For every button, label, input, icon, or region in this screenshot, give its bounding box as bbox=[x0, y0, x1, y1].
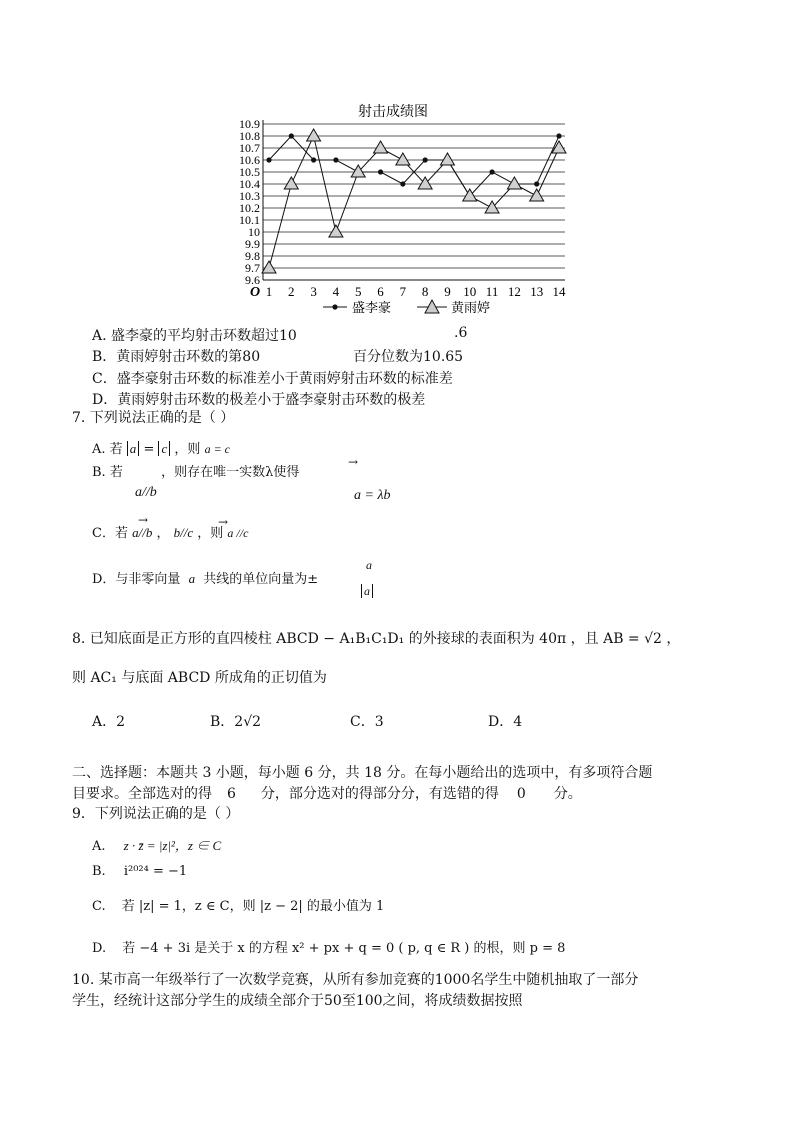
y-tick-label: 10.4 bbox=[239, 177, 260, 191]
section2-instructions-line2 bbox=[72, 783, 582, 803]
x-tick-label: 14 bbox=[552, 284, 566, 299]
q8-option-a: A．2 bbox=[92, 714, 126, 730]
q7-d-text2: 共线的单位向量为± bbox=[203, 572, 319, 587]
q7-c-ab: a//b bbox=[132, 525, 153, 540]
q7-c-prefix: C．若 bbox=[92, 526, 128, 541]
q6-option-d: D．黄雨婷射击环数的极差小于盛李豪射击环数的极差 bbox=[92, 392, 426, 408]
q8-line2: 则 AC₁ 与底面 ABCD 所成角的正切值为 bbox=[72, 670, 327, 686]
data-point-huangyuting bbox=[396, 153, 410, 165]
q6-option-b: B．黄雨婷射击环数的第80 bbox=[92, 349, 261, 365]
q7-d-fraction-num: a bbox=[366, 558, 372, 572]
q7-a-prefix: A. 若 bbox=[92, 442, 123, 457]
legend-label-shenglihao: 盛李豪 bbox=[352, 300, 392, 315]
data-point-shenglihao bbox=[311, 157, 316, 162]
q10-line2: 学生，经统计这部分学生的成绩全部介于50至100之间，将成绩数据按照 bbox=[72, 993, 523, 1009]
x-tick-label: 6 bbox=[377, 284, 384, 299]
section2-zero-score: 0 bbox=[516, 786, 526, 802]
q7-b-prefix: B. 若 bbox=[92, 465, 123, 480]
section2-line2-e: 分。 bbox=[553, 786, 582, 802]
q6-option-c: C．盛李豪射击环数的标准差小于黄雨婷射击环数的标准差 bbox=[92, 371, 453, 387]
q9-a-label: A. bbox=[92, 839, 106, 854]
x-axis-ticks bbox=[266, 284, 566, 299]
data-point-shenglihao bbox=[378, 169, 383, 174]
x-tick-label: 12 bbox=[507, 284, 521, 299]
q6-option-a-text: A. 盛李豪的平均射击环数超过10 bbox=[92, 328, 297, 344]
data-point-shenglihao bbox=[289, 133, 294, 138]
q9-option-a bbox=[92, 835, 221, 854]
q7-d-fraction-den bbox=[361, 584, 373, 599]
q9-b-label: B. bbox=[92, 864, 106, 879]
section2-full-score: 6 bbox=[226, 786, 236, 802]
y-tick-label: 10.5 bbox=[239, 165, 260, 179]
q9-a-expr: z · z̄ = |z|²，z ∈ C bbox=[123, 838, 222, 853]
q9-d-expr: 若 −4 + 3i 是关于 x 的方程 x² + px + q = 0 ( p, q ∈ R ) 的根，则 p = 8 bbox=[122, 941, 566, 956]
q9-d-label: D. bbox=[92, 941, 107, 956]
q7-c-result: a //c bbox=[227, 526, 249, 540]
q7-c-arrow-a: → bbox=[138, 513, 149, 527]
data-point-huangyuting bbox=[329, 225, 343, 237]
data-point-shenglihao bbox=[534, 181, 539, 186]
y-tick-label: 10.1 bbox=[239, 213, 260, 227]
y-tick-label: 10.3 bbox=[239, 189, 260, 203]
q9-c-expr: 若 |z| = 1，z ∈ C，则 |z − 2| 的最小值为 1 bbox=[121, 899, 385, 914]
q7-c-comma: ， bbox=[156, 526, 170, 541]
q8-line1: 8. 已知底面是正方形的直四棱柱 ABCD − A₁B₁C₁D₁ 的外接球的表面积为 40π ，且 AB = √2 ， bbox=[72, 631, 681, 647]
q7-b-text: ，则存在唯一实数λ使得 bbox=[161, 465, 300, 480]
section2-instructions-line1: 二、选择题：本题共 3 小题，每小题 6 分，共 18 分。在每小题给出的选项中，有多项符合题 bbox=[72, 765, 653, 781]
y-tick-label: 10.8 bbox=[239, 129, 260, 143]
q7-option-a bbox=[92, 438, 230, 457]
q7-a-result: a = c bbox=[204, 442, 230, 456]
data-point-shenglihao bbox=[400, 181, 405, 186]
q7-a-eq: = bbox=[143, 442, 155, 457]
y-tick-label: 9.6 bbox=[245, 273, 260, 287]
q10-line1: 10. 某市高一年级举行了一次数学竞赛，从所有参加竞赛的1000名学生中随机抽取了一部分 bbox=[72, 972, 639, 988]
q7-b-result: a = λb bbox=[354, 488, 391, 503]
data-point-huangyuting bbox=[507, 177, 521, 189]
q6-option-a bbox=[92, 325, 297, 345]
data-point-shenglihao bbox=[489, 169, 494, 174]
x-tick-label: 3 bbox=[310, 284, 317, 299]
x-tick-label: 9 bbox=[444, 284, 451, 299]
y-tick-label: 10.7 bbox=[239, 141, 260, 155]
q8-option-c: C．3 bbox=[350, 714, 384, 730]
x-tick-label: 13 bbox=[530, 284, 544, 299]
data-point-shenglihao bbox=[333, 157, 338, 162]
q7-c-bc: b//c bbox=[173, 525, 194, 540]
q7-d-text: D．与非零向量 bbox=[92, 572, 181, 587]
chart-title: 射击成绩图 bbox=[358, 105, 428, 120]
q7-stem: 7. 下列说法正确的是（ ） bbox=[72, 410, 235, 426]
y-tick-label: 10.9 bbox=[239, 117, 260, 131]
q7-option-b bbox=[92, 461, 299, 480]
x-tick-label: 8 bbox=[421, 284, 429, 299]
q8-option-b: B．2√2 bbox=[210, 714, 262, 730]
q9-c-label: C. bbox=[92, 899, 106, 914]
x-tick-label: 11 bbox=[485, 284, 499, 299]
x-tick-label: 1 bbox=[265, 284, 273, 299]
origin-label: O bbox=[250, 285, 261, 300]
q8-option-d: D．4 bbox=[488, 714, 523, 730]
series-line-huangyuting bbox=[269, 136, 559, 268]
data-point-huangyuting bbox=[374, 141, 388, 153]
section2-line2-a: 目要求。全部选对的得 bbox=[72, 786, 212, 802]
data-point-shenglihao bbox=[556, 133, 561, 138]
q7-c-then: ，则 bbox=[197, 526, 224, 541]
q7-a-vector-c: c bbox=[158, 441, 170, 456]
q9-option-c bbox=[92, 895, 384, 914]
y-tick-label: 10.6 bbox=[239, 153, 260, 167]
y-tick-label: 10 bbox=[248, 225, 260, 239]
x-tick-label: 7 bbox=[399, 284, 407, 299]
y-tick-label: 9.7 bbox=[245, 261, 260, 275]
data-point-shenglihao bbox=[266, 157, 271, 162]
data-point-huangyuting bbox=[530, 189, 544, 201]
data-point-huangyuting bbox=[307, 129, 321, 141]
data-point-huangyuting bbox=[284, 177, 298, 189]
chart-grid bbox=[263, 120, 565, 280]
x-tick-label: 2 bbox=[288, 284, 295, 299]
q9-option-d bbox=[92, 937, 565, 956]
chart-series bbox=[262, 129, 566, 273]
data-point-huangyuting bbox=[440, 153, 454, 165]
q7-a-then: ，则 bbox=[174, 442, 201, 457]
chart-legend bbox=[323, 300, 490, 315]
q7-b-parallel: a//b bbox=[135, 485, 157, 500]
data-point-shenglihao bbox=[423, 157, 428, 162]
q9-stem: 9．下列说法正确的是（ ） bbox=[72, 806, 240, 822]
x-tick-label: 5 bbox=[354, 284, 362, 299]
q9-option-b bbox=[92, 864, 187, 879]
section2-line2-c: 分，部分选对的得部分分，有选错的得 bbox=[260, 786, 499, 802]
y-tick-label: 10.2 bbox=[239, 201, 260, 215]
x-tick-label: 4 bbox=[332, 284, 340, 299]
q6-option-a-tail: .6 bbox=[454, 325, 468, 341]
q7-c-arrow-c: → bbox=[218, 515, 229, 529]
q7-a-vector-a: a bbox=[127, 441, 140, 456]
q9-b-expr: i²⁰²⁴ = −1 bbox=[123, 864, 188, 879]
q7-d-vector-a: a bbox=[188, 571, 196, 586]
legend-label-huangyuting: 黄雨婷 bbox=[451, 300, 491, 315]
x-tick-label: 10 bbox=[463, 284, 477, 299]
q7-b-arrow: → bbox=[348, 455, 359, 469]
y-tick-label: 9.9 bbox=[245, 237, 260, 251]
shooting-score-chart bbox=[225, 100, 585, 320]
y-axis-ticks bbox=[239, 117, 260, 287]
q6-option-b-tail: 百分位数为10.65 bbox=[353, 349, 464, 365]
y-tick-label: 9.8 bbox=[245, 249, 260, 263]
q7-d-fraction-den-text: a bbox=[361, 584, 373, 598]
q7-option-d bbox=[92, 568, 318, 587]
data-point-huangyuting bbox=[262, 261, 276, 273]
legend-dot-icon bbox=[332, 304, 337, 309]
